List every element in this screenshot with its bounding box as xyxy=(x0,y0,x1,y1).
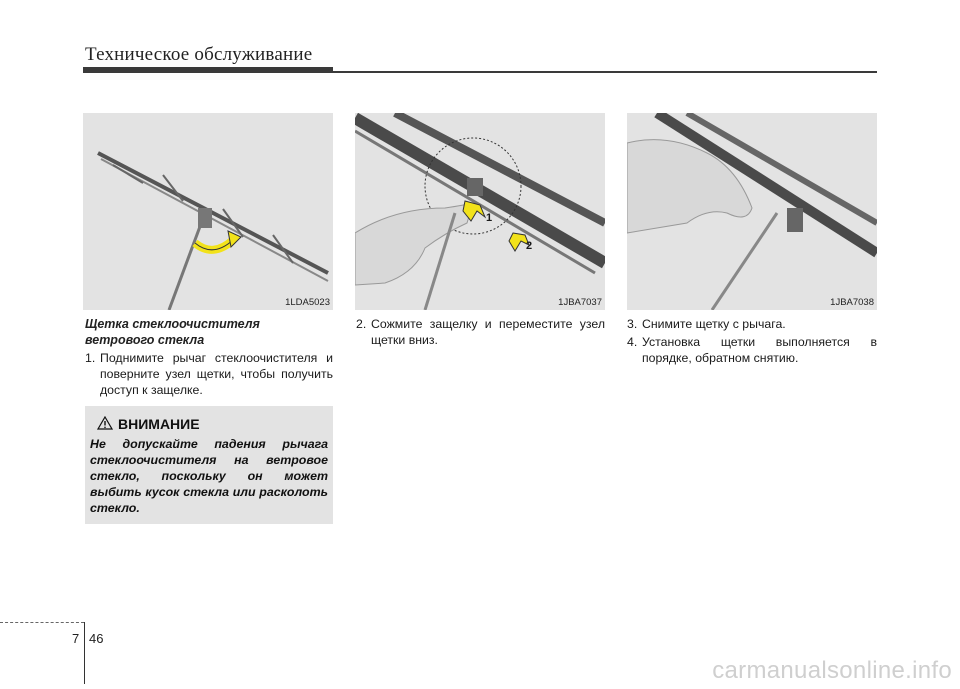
wiper-raise-illustration xyxy=(83,113,333,310)
page-number: 46 xyxy=(89,631,104,646)
figure-wiper-latch-press xyxy=(355,113,605,310)
section-heading-line2: ветрового стекла xyxy=(85,333,205,347)
header-rule-thick xyxy=(83,67,333,73)
header-rule-thin xyxy=(333,71,877,73)
step-1 xyxy=(85,350,333,398)
step-4 xyxy=(627,334,877,366)
callout-1: 1 xyxy=(486,212,493,224)
step-text: Снимите щетку с рычага. xyxy=(642,317,786,331)
latch-press-illustration xyxy=(355,113,605,310)
warning-title: ВНИМАНИЕ xyxy=(118,416,200,432)
warning-box xyxy=(85,406,333,524)
step-number: 1. xyxy=(85,351,96,365)
step-2 xyxy=(356,316,605,348)
chapter-number: 7 xyxy=(72,631,80,646)
warning-triangle-icon xyxy=(97,416,113,430)
figure-wiper-blade-remove xyxy=(627,113,877,310)
blade-remove-illustration xyxy=(627,113,877,310)
step-text: Сожмите защелку и переместите узел щетки вниз. xyxy=(371,317,605,347)
section-heading-line1: Щетка стеклоочистителя xyxy=(85,317,260,331)
section-heading xyxy=(85,316,333,348)
figure-code: 1JBA7038 xyxy=(830,297,874,308)
callout-2: 2 xyxy=(526,240,533,252)
step-text: Поднимите рычаг стеклоочистителя и поверните узел щетки, чтобы получить доступ к защелке. xyxy=(100,351,333,397)
step-3 xyxy=(627,316,877,332)
warning-text: Не допускайте падения рычага стеклоочистителя на ветровое стекло, поскольку он может выбить кусок стекла или расколоть стекло. xyxy=(90,437,328,515)
step-number: 4. xyxy=(627,335,638,349)
figure-wiper-arm-raise xyxy=(83,113,333,310)
figure-code: 1JBA7037 xyxy=(558,297,602,308)
footer-rule xyxy=(0,622,84,623)
step-text: Установка щетки выполняется в порядке, обратном снятию. xyxy=(642,335,877,365)
page-header-title: Техническое обслуживание xyxy=(85,44,313,65)
step-number: 2. xyxy=(356,317,367,331)
watermark: carmanualsonline.info xyxy=(712,657,952,684)
figure-code: 1LDA5023 xyxy=(285,297,330,308)
footer-divider xyxy=(84,622,85,684)
step-number: 3. xyxy=(627,317,638,331)
